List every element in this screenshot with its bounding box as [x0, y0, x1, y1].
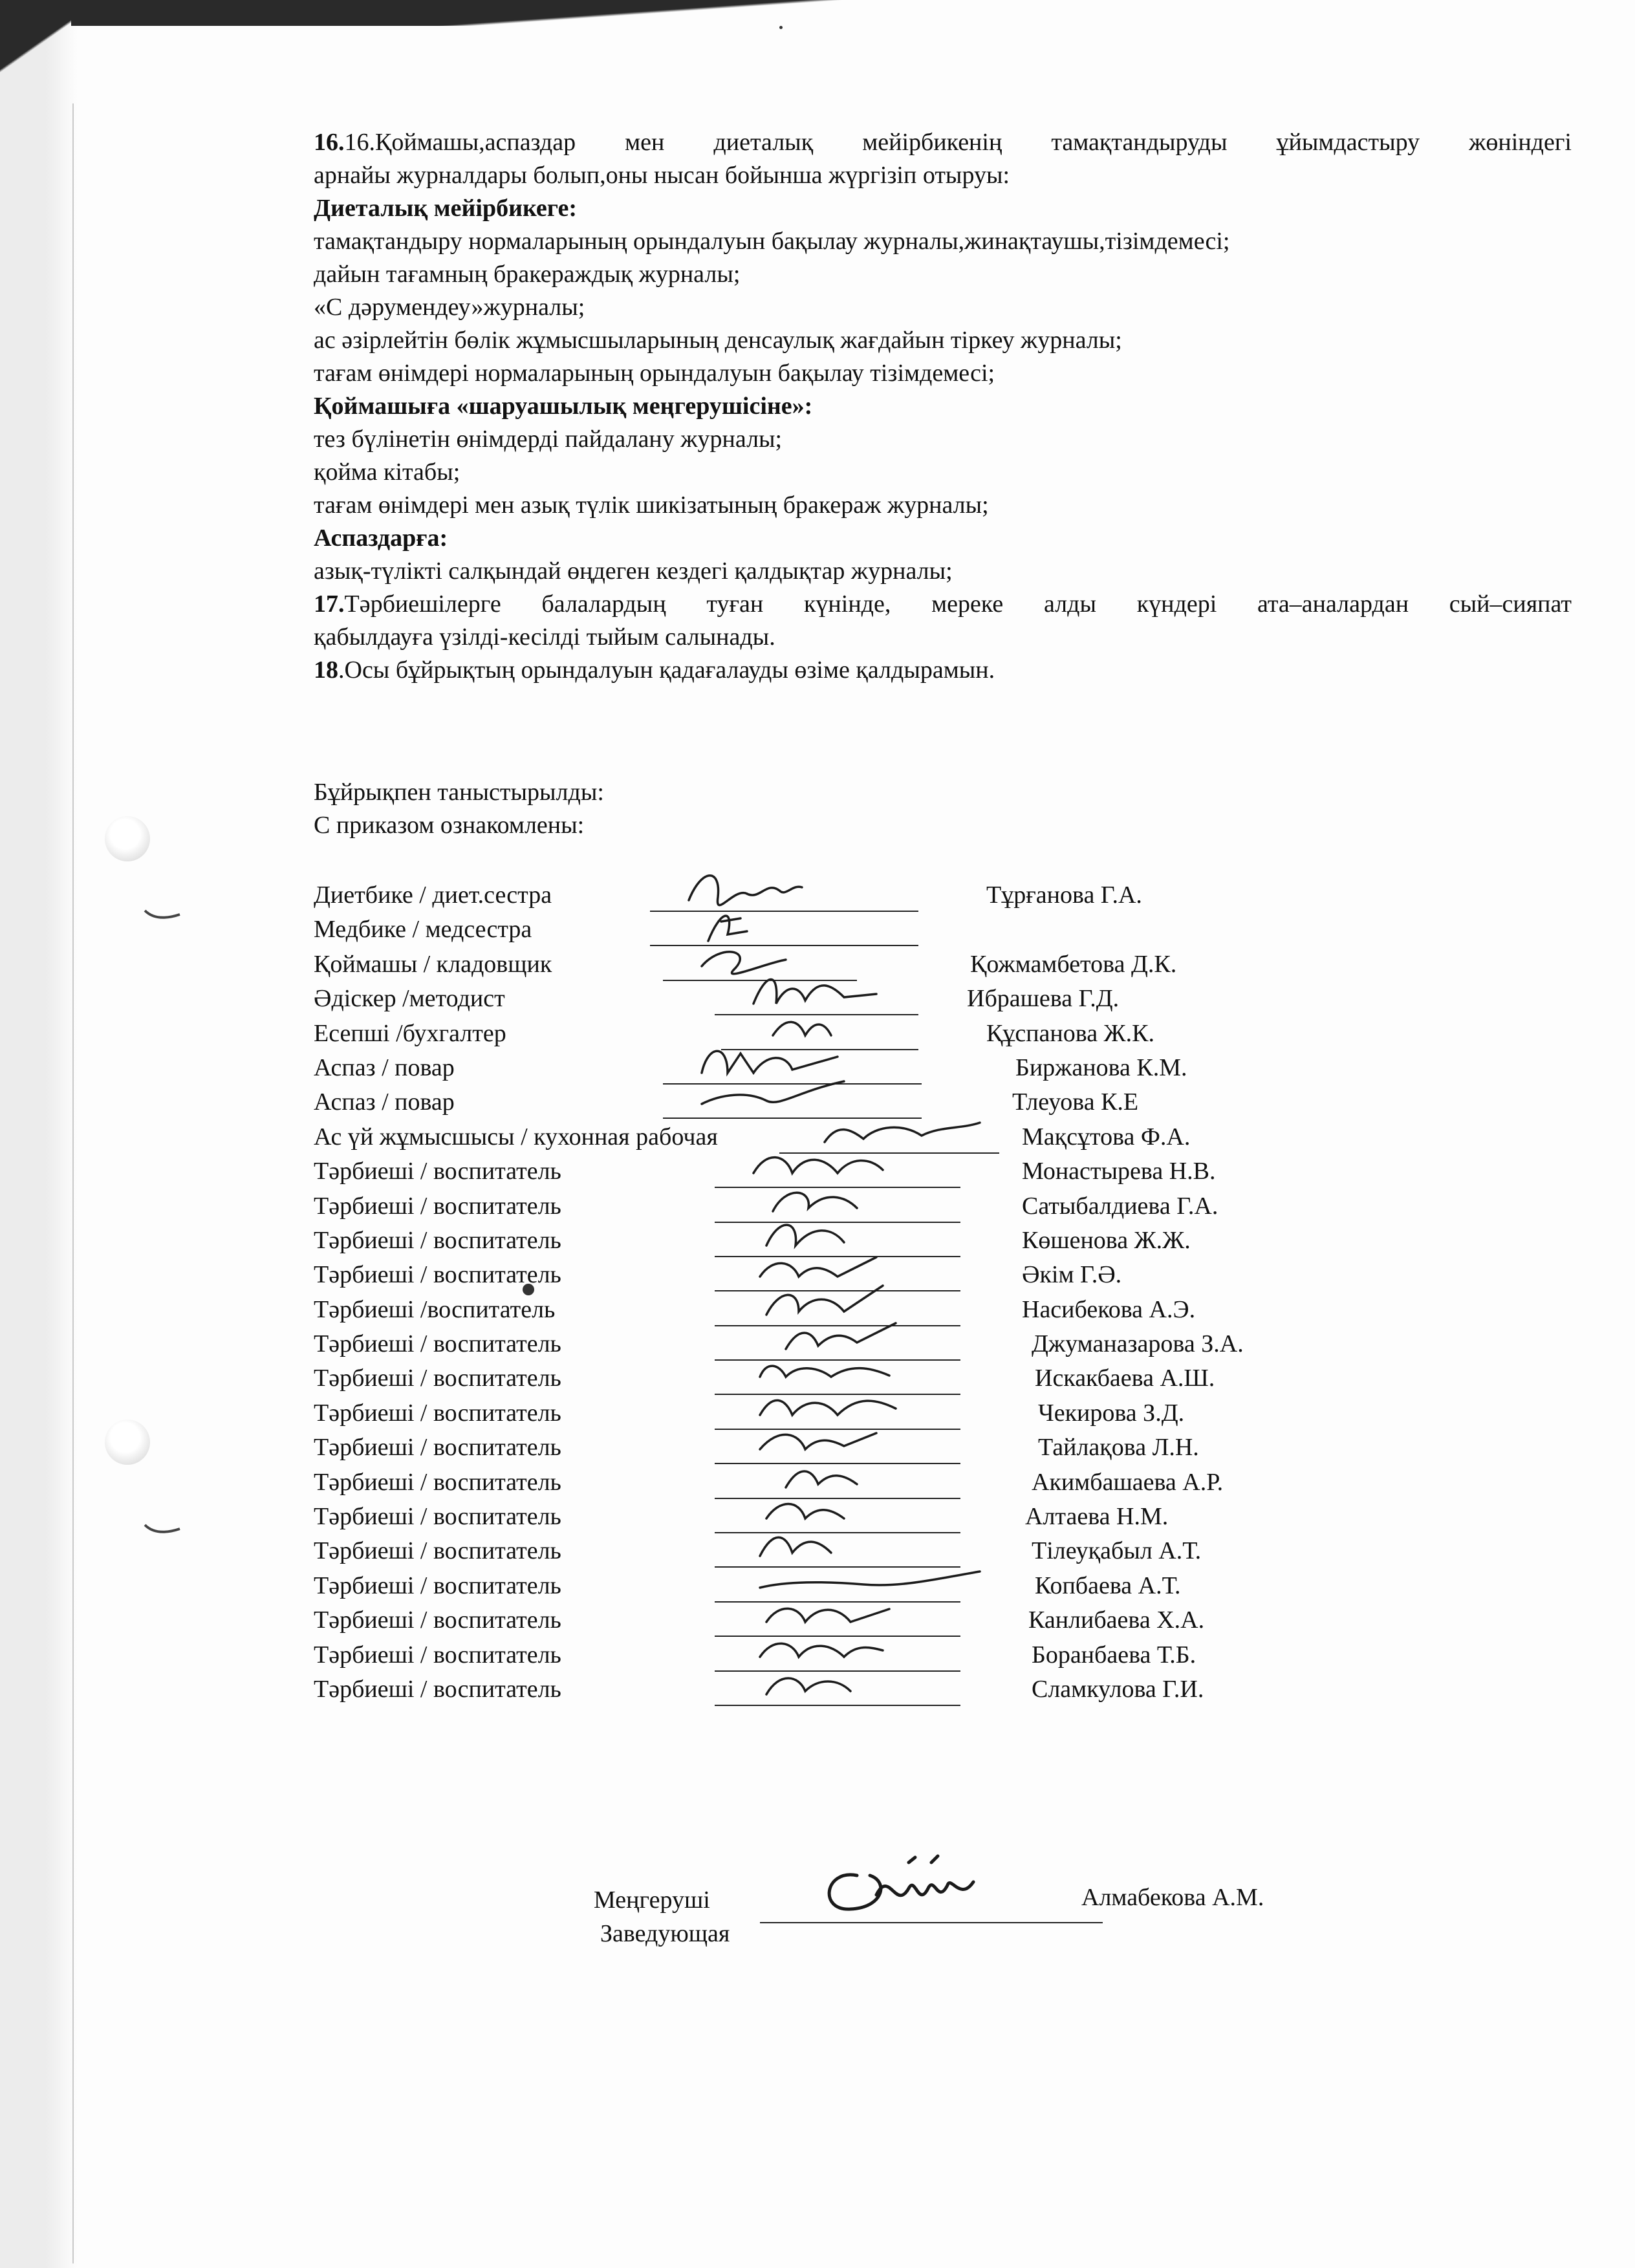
- store-item: тағам өнімдері мен азық түлік шикізатының бракераж журналы;: [314, 491, 989, 519]
- signatory-position: Қоймашы / кладовщик: [314, 950, 552, 978]
- paragraph-17-line1: 17.Тәрбиешілерге балалардың туған күнінде, мереке алды күндері ата–аналардан сый–сияпат: [314, 590, 1572, 618]
- diet-item: «С дәрумендеу»журналы;: [314, 294, 585, 321]
- diet-item: тамақтандыру нормаларының орындалуын бақылау журналы,жинақтаушы,тізімдемесі;: [314, 228, 1230, 255]
- store-item: тез бүлінетін өнімдерді пайдалану журналы;: [314, 426, 783, 453]
- signatory-position: Тәрбиеші / воспитатель: [314, 1641, 561, 1669]
- scan-folded-corner: [0, 0, 110, 78]
- punch-hole-icon: [105, 816, 150, 861]
- signatory-position: Тәрбиеші / воспитатель: [314, 1365, 561, 1392]
- diet-item: тағам өнімдері нормаларының орындалуын бақылау тізімдемесі;: [314, 360, 995, 387]
- signatory-name: Әкім Г.Ә.: [1022, 1261, 1122, 1289]
- signatory-name: Құспанова Ж.К.: [986, 1019, 1154, 1047]
- signatory-position: Әдіскер /методист: [314, 985, 505, 1013]
- scan-left-shadow: [0, 0, 78, 2268]
- signatory-name: Джуманазарова З.А.: [1032, 1330, 1244, 1358]
- signatory-name: Тлеуова К.Е: [1012, 1088, 1139, 1116]
- head-signature: [812, 1850, 980, 1921]
- diet-item: дайын тағамның бракераждық журналы;: [314, 261, 741, 288]
- scan-margin-line: [72, 103, 74, 2263]
- paragraph-18: 18.Осы бұйрықтың орындалуын қадағалауды өзіме қалдырамын.: [314, 656, 995, 684]
- signatory-position: Есепші /бухгалтер: [314, 1019, 506, 1047]
- paragraph-17-line2: қабылдауға үзілді-кесілді тыйым салынады.: [314, 623, 775, 651]
- signatory-position: Тәрбиеші / воспитатель: [314, 1468, 561, 1496]
- store-item: қойма кітабы;: [314, 459, 460, 486]
- signatory-position: Тәрбиеші / воспитатель: [314, 1571, 561, 1599]
- head-position-kk: Меңгеруші: [594, 1886, 710, 1914]
- signatory-name: Тілеуқабыл А.Т.: [1032, 1537, 1202, 1565]
- signature-row: [314, 1675, 1348, 1709]
- head-position: [594, 1883, 730, 1950]
- signatory-name: Боранбаева Т.Б.: [1032, 1641, 1196, 1669]
- signatory-name: Көшенова Ж.Ж.: [1022, 1226, 1191, 1254]
- signatory-name: Тұрғанова Г.А.: [986, 881, 1142, 909]
- hole-mark-icon: [144, 1520, 182, 1539]
- signatory-name: Қожмамбетова Д.К.: [970, 950, 1177, 978]
- signatory-position: Тәрбиеші / воспитатель: [314, 1330, 561, 1358]
- signatory-position: Тәрбиеші / воспитатель: [314, 1675, 561, 1703]
- order-text: [314, 126, 1572, 687]
- signatory-position: Аспаз / повар: [314, 1053, 455, 1081]
- signatory-name: Копбаева А.Т.: [1035, 1571, 1181, 1599]
- acknowledgement-ru: С приказом ознакомлены:: [314, 812, 585, 839]
- signatory-position: Тәрбиеші / воспитатель: [314, 1606, 561, 1634]
- signatory-name: Алтаева Н.М.: [1025, 1503, 1169, 1531]
- head-name: Алмабекова А.М.: [1081, 1884, 1264, 1911]
- acknowledgement-block: [314, 776, 604, 842]
- signatory-position: Тәрбиеші / воспитатель: [314, 1192, 561, 1220]
- signatory-name: Биржанова К.М.: [1015, 1053, 1187, 1081]
- signatory-position: Ас үй жұмысшысы / кухонная рабочая: [314, 1123, 718, 1150]
- signatory-position: Тәрбиеші / воспитатель: [314, 1399, 561, 1427]
- acknowledgement-kk: Бұйрықпен таныстырылды:: [314, 779, 604, 806]
- signatory-name: Мақсұтова Ф.А.: [1022, 1123, 1191, 1150]
- signatory-position: Тәрбиеші / воспитатель: [314, 1158, 561, 1185]
- signatory-name: Искакбаева А.Ш.: [1035, 1365, 1215, 1392]
- signatory-name: Насибекова А.Э.: [1022, 1295, 1196, 1323]
- cooks-heading: Аспаздарға:: [314, 524, 448, 552]
- signatory-name: Чекирова З.Д.: [1038, 1399, 1185, 1427]
- signatory-position: Аспаз / повар: [314, 1088, 455, 1116]
- signatory-name: Канлибаева Х.А.: [1028, 1606, 1205, 1634]
- signatory-position: Тәрбиеші /воспитатель: [314, 1295, 556, 1323]
- paragraph-16-line1: 16.16.Қоймашы,аспаздар мен диеталық мейірбикенің тамақтандыруды ұйымдастыру жөніндегі: [314, 129, 1572, 156]
- hole-mark-icon: [144, 905, 182, 925]
- signatory-position: Медбике / медсестра: [314, 916, 532, 944]
- signatory-position: Тәрбиеші / воспитатель: [314, 1261, 561, 1289]
- signatory-position: Диетбике / диет.сестра: [314, 881, 552, 909]
- paragraph-16-text: 16.Қоймашы,аспаздар мен диеталық мейірбикенің тамақтандыруды ұйымдастыру жөніндегі: [344, 129, 1572, 156]
- signatory-name: Ибрашева Г.Д.: [967, 985, 1120, 1013]
- diet-nurse-heading: Диеталық мейірбикеге:: [314, 195, 578, 222]
- scan-top-edge: [71, 0, 1635, 26]
- cook-item: азық-түлікті салқындай өңдеген кездегі қалдықтар журналы;: [314, 557, 953, 585]
- signatory-name: Монастырева Н.В.: [1022, 1158, 1216, 1185]
- signatory-position: Тәрбиеші / воспитатель: [314, 1226, 561, 1254]
- head-position-ru: Заведующая: [600, 1920, 730, 1947]
- signatory-position: Тәрбиеші / воспитатель: [314, 1434, 561, 1462]
- signatory-name: Сатыбалдиева Г.А.: [1022, 1192, 1218, 1220]
- punch-hole-icon: [105, 1420, 150, 1465]
- signatory-name: Сламкулова Г.И.: [1032, 1675, 1204, 1703]
- signatory-name: Акимбашаева А.Р.: [1032, 1468, 1224, 1496]
- signatory-position: Тәрбиеші / воспитатель: [314, 1537, 561, 1565]
- diet-item: ас әзірлейтін бөлік жұмысшыларының денсаулық жағдайын тіркеу журналы;: [314, 327, 1122, 354]
- signature-list: [314, 881, 1348, 1709]
- paragraph-16-line2: арнайы журналдары болып,оны нысан бойынша жүргізіп отыруы:: [314, 162, 1010, 189]
- storekeeper-heading: Қоймашыға «шаруашылық меңгерушісіне»:: [314, 393, 813, 420]
- head-signature-line: [760, 1922, 1103, 1923]
- signatory-name: Тайлақова Л.Н.: [1038, 1434, 1199, 1462]
- ink-speck: [779, 26, 783, 29]
- handwritten-signature: [747, 1656, 993, 1714]
- signatory-position: Тәрбиеші / воспитатель: [314, 1503, 561, 1531]
